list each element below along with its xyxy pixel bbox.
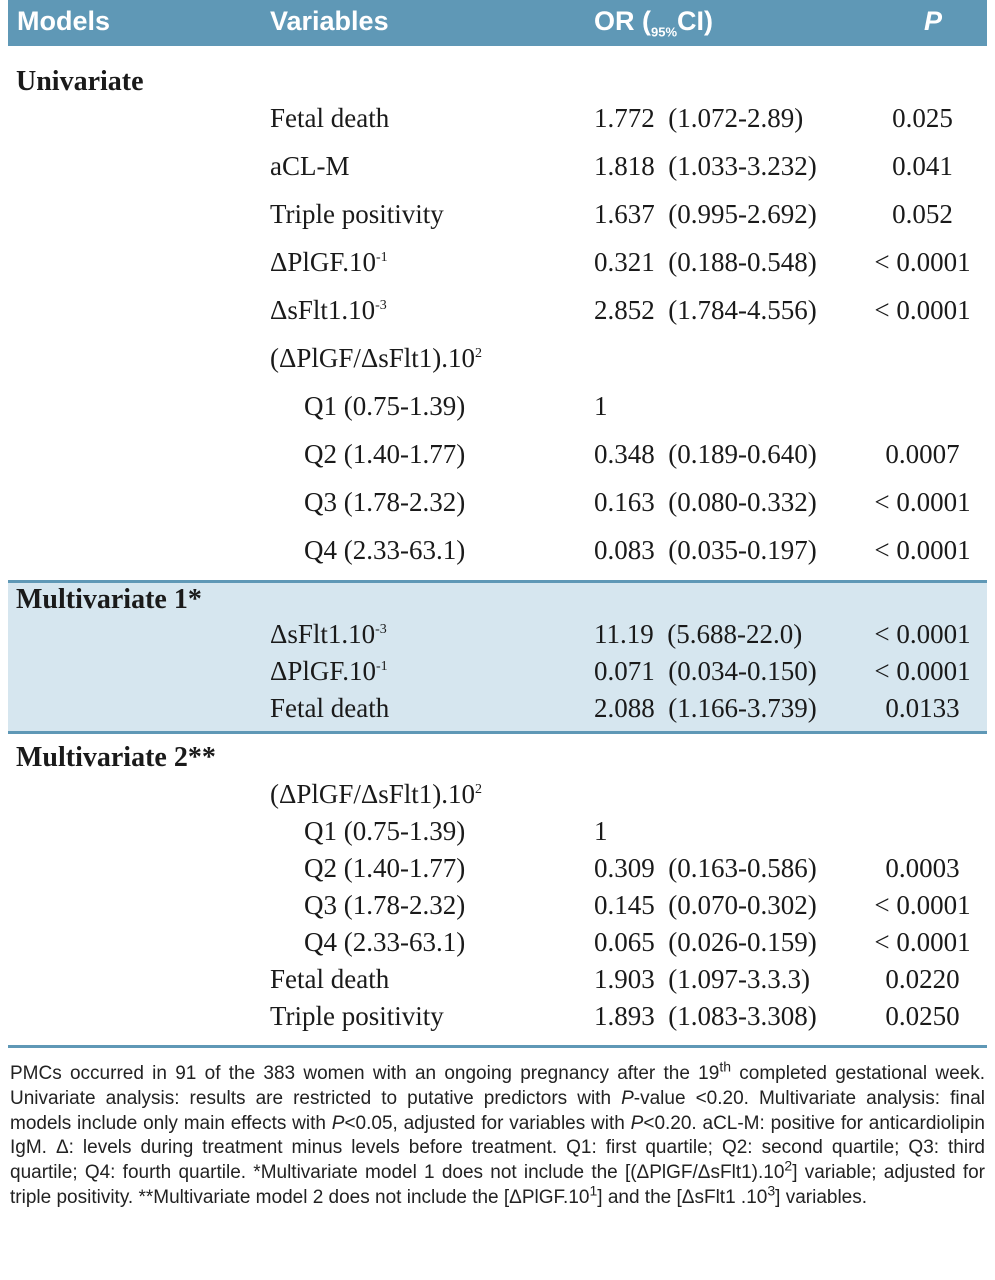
variable-cell: $\Delta sFlt1.10^{-3}$ [270, 619, 387, 649]
variable-cell: aCL-M [270, 151, 350, 181]
or-cell: 0.083 (0.035-0.197) [594, 535, 817, 565]
or-cell: 2.088 (1.166-3.739) [594, 693, 817, 723]
section-univariate: Univariate [16, 66, 144, 97]
p-value-cell: 0.0133 [885, 693, 960, 723]
variable-cell: Q4 (2.33-63.1) [304, 927, 466, 957]
table-row [0, 391, 995, 429]
table-row [0, 439, 995, 477]
table-row [0, 103, 995, 141]
variable-cell: $\Delta PlGF.10^{-1}$ [270, 247, 388, 277]
variable-cell: Fetal death [270, 103, 390, 133]
p-value-cell: < 0.0001 [874, 487, 971, 517]
or-cell: 1 [594, 391, 608, 421]
table-footnote [10, 1058, 985, 1211]
table-row [0, 656, 995, 694]
variable-cell: Q3 (1.78-2.32) [304, 487, 466, 517]
variable-cell: Triple positivity [270, 199, 444, 229]
p-value-cell: 0.052 [892, 199, 953, 229]
table-row [0, 853, 995, 891]
or-cell: 1.893 (1.083-3.308) [594, 1001, 817, 1031]
section-multivariate-2: Multivariate 2** [16, 742, 216, 773]
table-row [0, 343, 995, 381]
variable-cell: Q2 (1.40-1.77) [304, 439, 466, 469]
col-header-models: Models [17, 6, 111, 36]
table-row [0, 295, 995, 333]
or-cell: 0.309 (0.163-0.586) [594, 853, 817, 883]
variable-cell: Fetal death [270, 964, 390, 994]
variable-cell: $(\Delta PlGF/\Delta sFlt1).10^2$ [270, 343, 483, 373]
footnote-text: PMCs occurred in 91 of the 383 women with an ongoing pregnancy after the 19th completed gestational week. Univariate analysis: results are restricted to putative predictors with P-value <0.20. Multivariate analysis: final models include only main effects with P<0.05, adjusted for variables with P<0.20. aCL-M: positive for anticardiolipin IgM. Δ: levels during treatment minus levels before treatment. Q1: first quartile; Q2: second quartile; Q3: third quartile; Q4: fourth quartile. *Multivariate model 1 does not include the $[(\Delta PlGF/\Delta sFlt1).10^2]$ variable; adjusted for triple positivity. **Multivariate model 2 does not include the $[\Delta PlGF.10^1]$ and the [ΔsFlt1 $.10^3$] variables. [10, 1058, 985, 1208]
or-cell: 1 [594, 816, 608, 846]
variable-cell: Q1 (0.75-1.39) [304, 391, 466, 421]
col-header-p: P [924, 6, 943, 36]
or-cell: 2.852 (1.784-4.556) [594, 295, 817, 325]
variable-cell: $(\Delta PlGF/\Delta sFlt1).10^2$ [270, 779, 483, 809]
table-row [0, 487, 995, 525]
variable-cell: Triple positivity [270, 1001, 444, 1031]
p-value-cell: < 0.0001 [874, 890, 971, 920]
table-row [0, 927, 995, 965]
table-row [0, 535, 995, 573]
p-value-cell: 0.041 [892, 151, 953, 181]
variable-cell: $\Delta PlGF.10^{-1}$ [270, 656, 388, 686]
p-value-cell: < 0.0001 [874, 295, 971, 325]
divider [8, 731, 987, 734]
variable-cell: Fetal death [270, 693, 390, 723]
variable-cell: Q1 (0.75-1.39) [304, 816, 466, 846]
variable-cell: $\Delta sFlt1.10^{-3}$ [270, 295, 387, 325]
table-row [0, 1001, 995, 1039]
or-cell: 1.903 (1.097-3.3.3) [594, 964, 810, 994]
table-row [0, 693, 995, 731]
or-cell: 0.163 (0.080-0.332) [594, 487, 817, 517]
p-value-cell: 0.0250 [885, 1001, 960, 1031]
p-value-cell: < 0.0001 [874, 656, 971, 686]
or-cell: 0.071 (0.034-0.150) [594, 656, 817, 686]
variable-cell: Q3 (1.78-2.32) [304, 890, 466, 920]
or-cell: 0.065 (0.026-0.159) [594, 927, 817, 957]
table-row [0, 890, 995, 928]
variable-cell: Q2 (1.40-1.77) [304, 853, 466, 883]
or-cell: 0.321 (0.188-0.548) [594, 247, 817, 277]
or-cell: 1.818 (1.033-3.232) [594, 151, 817, 181]
table-header [8, 0, 987, 46]
col-header-variables: Variables [270, 6, 389, 36]
p-value-cell: 0.025 [892, 103, 953, 133]
col-header-or: OR $(_{95\%}CI)$ [594, 6, 714, 40]
table-row [0, 779, 995, 817]
or-cell: 11.19 (5.688-22.0) [594, 619, 803, 649]
table-row [0, 964, 995, 1002]
table-row [0, 151, 995, 189]
table-row [0, 619, 995, 657]
p-value-cell: < 0.0001 [874, 247, 971, 277]
variable-cell: Q4 (2.33-63.1) [304, 535, 466, 565]
table-row [0, 199, 995, 237]
p-value-cell: 0.0220 [885, 964, 960, 994]
or-cell: 0.145 (0.070-0.302) [594, 890, 817, 920]
or-cell: 0.348 (0.189-0.640) [594, 439, 817, 469]
p-value-cell: < 0.0001 [874, 535, 971, 565]
p-value-cell: 0.0003 [885, 853, 960, 883]
or-cell: 1.637 (0.995-2.692) [594, 199, 817, 229]
p-value-cell: < 0.0001 [874, 927, 971, 957]
section-multivariate-1: Multivariate 1* [16, 584, 202, 615]
p-value-cell: < 0.0001 [874, 619, 971, 649]
divider [8, 1045, 987, 1048]
table-row [0, 816, 995, 854]
p-value-cell: 0.0007 [885, 439, 960, 469]
or-cell: 1.772 (1.072-2.89) [594, 103, 804, 133]
table-row [0, 247, 995, 285]
